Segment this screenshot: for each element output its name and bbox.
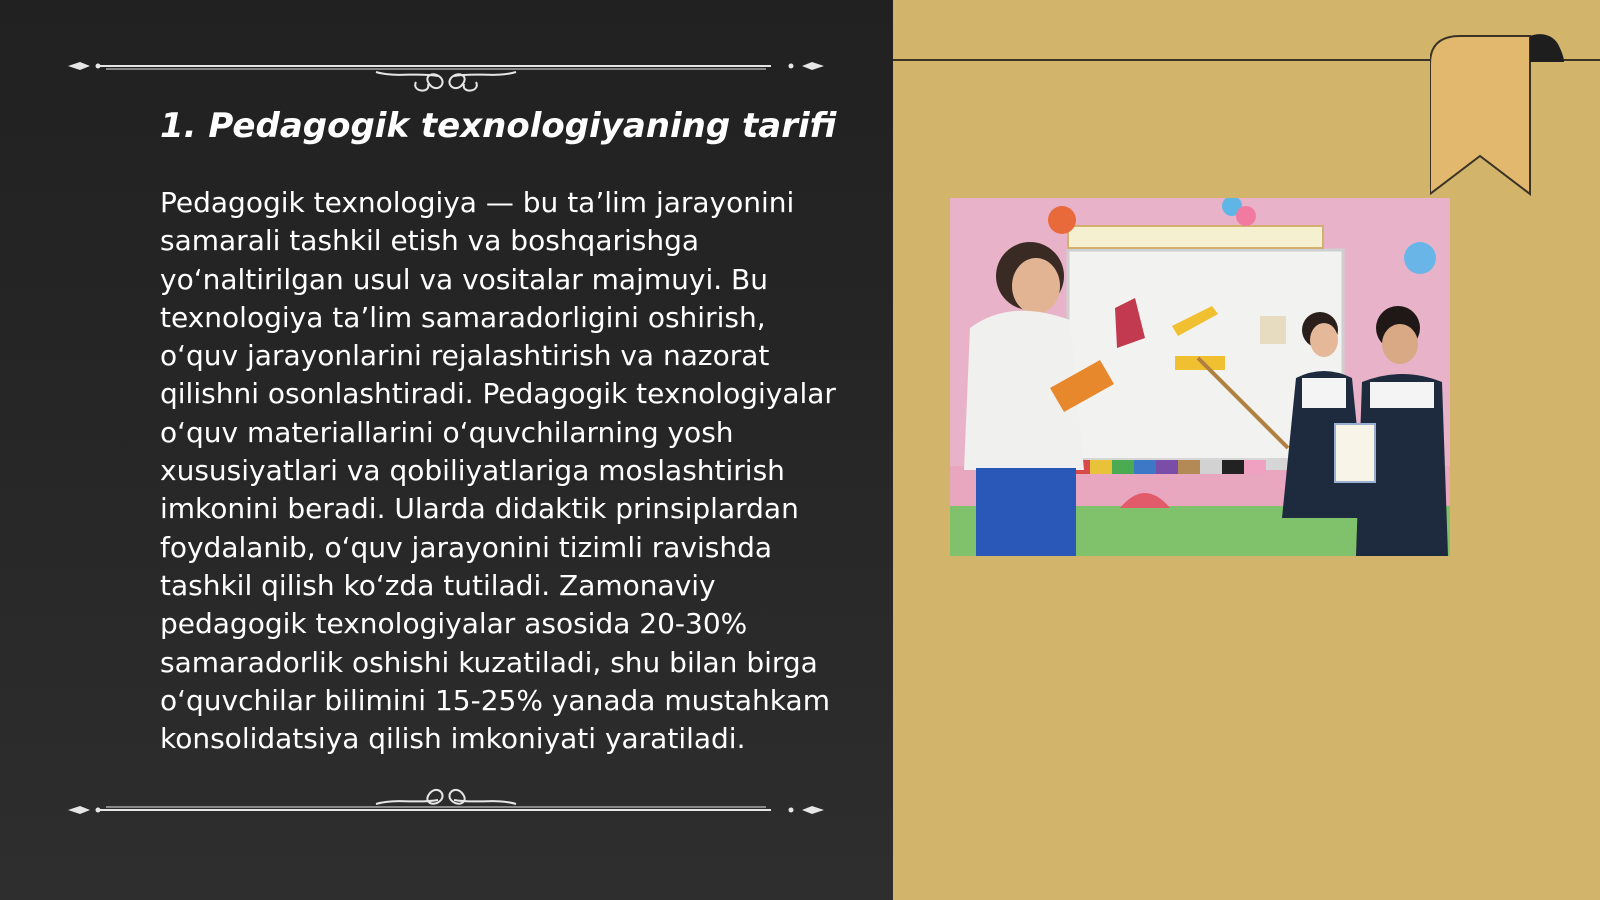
slide-body-text: Pedagogik texnologiya — bu ta’lim jarayonini samarali tashkil etish va boshqarishga yo‘naltirilgan usul va vositalar majmuyi. Bu texnologiya ta’lim samaradorligini oshirish, o‘quv jarayonlarini rejalashtirish va nazorat qilishni osonlashtiradi. Pedagogik texnologiyalar o‘quv materiallarini o‘quvchilarning yosh xususiyatlari va qobiliyatlariga moslashtirish imkonini beradi. Ularda didaktik prinsiplardan foydalanib, o‘quv jarayonini tizimli ravishda tashkil qilish ko‘zda tutiladi. Zamonaviy pedagogik texnologiyalar asosida 20-30% samaradorlik oshishi kuzatiladi, shu bilan birga o‘quvchilar bilimini 15-25% yanada mustahkam konsolidatsiya qilish imkoniyati yaratiladi. (160, 186, 836, 756)
slide-title: 1. Pedagogik texnologiyaning tarifi (160, 106, 837, 146)
bookmark-ribbon-icon (1430, 34, 1590, 204)
bottom-ornament-divider-icon (66, 786, 826, 836)
classroom-teacher-students-photo (950, 198, 1450, 556)
top-ornament-divider-icon (66, 42, 826, 92)
